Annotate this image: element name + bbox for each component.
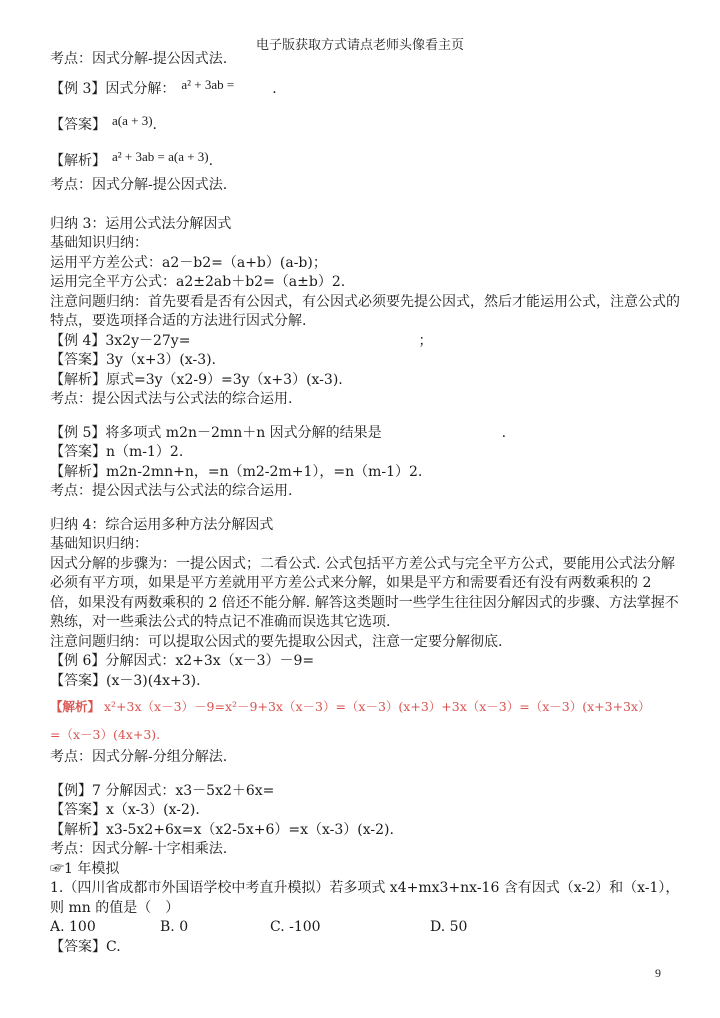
example-5-question: 【例 5】将多项式 m2n－2mn＋n 因式分解的结果是 . [50,424,507,441]
summary-4-paragraph: 因式分解的步骤为：一提公因式；二看公式. 公式包括平方差公式与完全平方公式，要能用公式法分解必须有平方项，如果是平方差就用平方差公式来分解，如果是平方和需要看还有没有两数乘积的 2 倍，如果没有两数乘积的 2 倍还不能分解. 解答这类题时一些学生往往因分解因式的步骤、方法掌握不熟练，对一些乘法公式的特点记不准确而误选其它选项. [50,555,679,630]
option-d: D. 50 [430,919,468,935]
question-1-options [50,918,680,938]
summary-3-formula-1: 运用平方差公式：a2－b2=（a+b）(a-b)； [50,254,327,271]
summary-3-note: 注意问题归纳：首先要看是否有公因式，有公因式必须要先提公因式，然后才能运用公式，注意公式的特点，要选项择合适的方法进行因式分解. [50,293,680,329]
math-expression: a(a + 3) [112,112,153,128]
kaodian-5: 考点：提公因式法与公式法的综合运用. [50,483,293,499]
example-6-answer: 【答案】(x－3)(4x+3). [50,672,201,689]
example-3-answer: 【答案】 a(a + 3). [50,112,157,133]
example-4-analysis: 【解析】原式=3y（x2-9）=3y（x+3）(x-3). [50,371,343,388]
option-b: B. 0 [160,919,189,935]
analysis-tag: 【解析】 [50,699,101,714]
example-4-answer: 【答案】3y（x+3）(x-3). [50,352,217,368]
question-1: 1.（四川省成都市外国语学校中考直升模拟）若多项式 x4+mx3+nx-16 含有因式（x-2）和（x-1），则 mn 的值是（ ） [50,880,680,916]
content [50,50,680,957]
page-number: 9 [655,966,661,980]
example-5-analysis: 【解析】m2n-2mn+n，=n（m2-2m+1），=n（m-1）2. [50,463,423,480]
example-4-question: 【例 4】3x2y－27y= ； [50,332,433,349]
kaodian-top: 考点：因式分解-提公因式法. [50,51,228,67]
question-1-answer: 【答案】C. [50,938,121,955]
example-5-answer: 【答案】n（m-1）2. [50,444,184,460]
example-3-question: 【例 3】因式分解： a² + 3ab = . [50,76,277,97]
page-header: 电子版获取方式请点老师头像看主页 [255,38,464,53]
section-title: ☞1 年模拟 [50,860,120,877]
math-expression: a² + 3ab = a(a + 3) [112,148,209,164]
summary-3-title: 归纳 3：运用公式法分解因式 [50,215,232,232]
example-7-question: 【例】7 分解因式：x3－5x2＋6x= [50,782,275,799]
option-c: C. -100 [270,919,321,935]
example-7-analysis: 【解析】x3-5x2+6x=x（x2-5x+6）=x（x-3）(x-2). [50,821,394,838]
summary-4-note: 注意问题归纳：可以提取公因式的要先提取公因式，注意一定要分解彻底. [50,633,503,650]
summary-3-basic: 基础知识归纳： [50,235,148,251]
kaodian-4: 考点：提公因式法与公式法的综合运用. [50,391,293,407]
summary-4-title: 归纳 4：综合运用多种方法分解因式 [50,516,274,533]
example-6-question: 【例 6】分解因式：x2+3x（x－3）－9= [50,653,315,669]
summary-4-basic: 基础知识归纳： [50,536,148,552]
kaodian-3: 考点：因式分解-提公因式法. [50,176,228,193]
option-a: A. 100 [50,919,96,935]
math-expression: a² + 3ab = [181,76,235,92]
example-6-analysis: 【解析】 x²+3x（x－3）－9=x²－9+3x（x－3）=（x－3）(x+3）+3x（x－3）=（x－3）(x+3+3x） [50,699,651,714]
example-3-analysis: 【解析】 a² + 3ab = a(a + 3). [50,148,214,169]
kaodian-6: 考点：因式分解-分组分解法. [50,749,228,765]
example-7-answer: 【答案】x（x-3）(x-2). [50,802,200,818]
example-6-analysis-cont: =（x－3）(4x+3). [50,726,161,742]
summary-3-formula-2: 运用完全平方公式：a2±2ab＋b2=（a±b）2. [50,274,346,290]
kaodian-7: 考点：因式分解-十字相乘法. [50,841,228,857]
